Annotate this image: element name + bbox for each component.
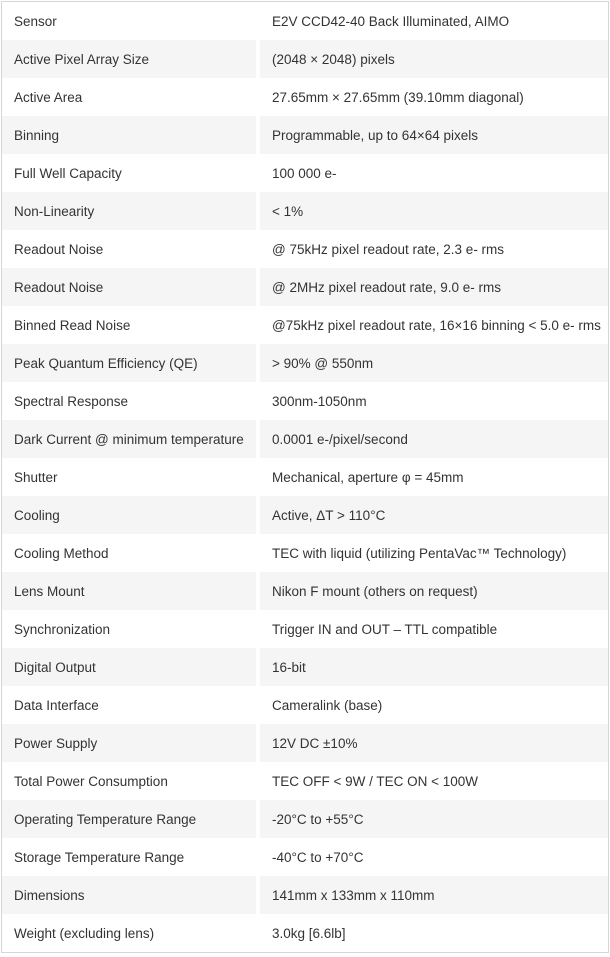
spec-value: -40°C to +70°C xyxy=(260,838,608,876)
table-row xyxy=(2,762,608,800)
table-row xyxy=(2,154,608,192)
spec-value: 3.0kg [6.6lb] xyxy=(260,914,608,952)
spec-label: Total Power Consumption xyxy=(2,762,256,800)
spec-label: Synchronization xyxy=(2,610,256,648)
table-row xyxy=(2,2,608,40)
table-row xyxy=(2,648,608,686)
spec-value: 27.65mm × 27.65mm (39.10mm diagonal) xyxy=(260,78,608,116)
spec-label: Active Area xyxy=(2,78,256,116)
spec-label: Dark Current @ minimum temperature xyxy=(2,420,256,458)
spec-label: Sensor xyxy=(2,2,256,40)
spec-value: Trigger IN and OUT – TTL compatible xyxy=(260,610,608,648)
spec-value: 12V DC ±10% xyxy=(260,724,608,762)
spec-label: Data Interface xyxy=(2,686,256,724)
table-row xyxy=(2,192,608,230)
spec-value: @ 75kHz pixel readout rate, 2.3 e- rms xyxy=(260,230,608,268)
spec-label: Readout Noise xyxy=(2,230,256,268)
spec-value: 300nm-1050nm xyxy=(260,382,608,420)
table-row xyxy=(2,914,608,952)
spec-value: 100 000 e- xyxy=(260,154,608,192)
spec-value: -20°C to +55°C xyxy=(260,800,608,838)
table-row xyxy=(2,534,608,572)
spec-label: Cooling Method xyxy=(2,534,256,572)
table-row xyxy=(2,800,608,838)
spec-value: < 1% xyxy=(260,192,608,230)
spec-label: Cooling xyxy=(2,496,256,534)
table-row xyxy=(2,876,608,914)
table-row xyxy=(2,572,608,610)
spec-value: 141mm x 133mm x 110mm xyxy=(260,876,608,914)
spec-value: @ 2MHz pixel readout rate, 9.0 e- rms xyxy=(260,268,608,306)
spec-value: 16-bit xyxy=(260,648,608,686)
spec-value: TEC OFF < 9W / TEC ON < 100W xyxy=(260,762,608,800)
table-row xyxy=(2,78,608,116)
table-row xyxy=(2,382,608,420)
spec-label: Storage Temperature Range xyxy=(2,838,256,876)
table-row xyxy=(2,724,608,762)
spec-value: Nikon F mount (others on request) xyxy=(260,572,608,610)
spec-label: Weight (excluding lens) xyxy=(2,914,256,952)
table-row xyxy=(2,306,608,344)
spec-label: Operating Temperature Range xyxy=(2,800,256,838)
spec-label: Binning xyxy=(2,116,256,154)
spec-label: Shutter xyxy=(2,458,256,496)
table-row xyxy=(2,610,608,648)
spec-value: Programmable, up to 64×64 pixels xyxy=(260,116,608,154)
spec-label: Readout Noise xyxy=(2,268,256,306)
spec-value: @75kHz pixel readout rate, 16×16 binning < 5.0 e- rms xyxy=(260,306,608,344)
spec-label: Dimensions xyxy=(2,876,256,914)
spec-label: Binned Read Noise xyxy=(2,306,256,344)
spec-label: Full Well Capacity xyxy=(2,154,256,192)
table-row xyxy=(2,116,608,154)
table-row xyxy=(2,496,608,534)
table-row xyxy=(2,838,608,876)
spec-value: 0.0001 e-/pixel/second xyxy=(260,420,608,458)
spec-value: TEC with liquid (utilizing PentaVac™ Technology) xyxy=(260,534,608,572)
spec-label: Lens Mount xyxy=(2,572,256,610)
table-row xyxy=(2,458,608,496)
table-row xyxy=(2,344,608,382)
table-row xyxy=(2,40,608,78)
table-row xyxy=(2,230,608,268)
spec-value: E2V CCD42-40 Back Illuminated, AIMO xyxy=(260,2,608,40)
table-row xyxy=(2,420,608,458)
spec-value: > 90% @ 550nm xyxy=(260,344,608,382)
spec-value: Active, ΔT > 110°C xyxy=(260,496,608,534)
spec-value: (2048 × 2048) pixels xyxy=(260,40,608,78)
spec-value: Cameralink (base) xyxy=(260,686,608,724)
spec-label: Non-Linearity xyxy=(2,192,256,230)
spec-label: Digital Output xyxy=(2,648,256,686)
specifications-table xyxy=(1,1,609,953)
table-row xyxy=(2,268,608,306)
spec-label: Active Pixel Array Size xyxy=(2,40,256,78)
spec-label: Power Supply xyxy=(2,724,256,762)
spec-label: Spectral Response xyxy=(2,382,256,420)
spec-value: Mechanical, aperture φ = 45mm xyxy=(260,458,608,496)
table-row xyxy=(2,686,608,724)
spec-label: Peak Quantum Efficiency (QE) xyxy=(2,344,256,382)
